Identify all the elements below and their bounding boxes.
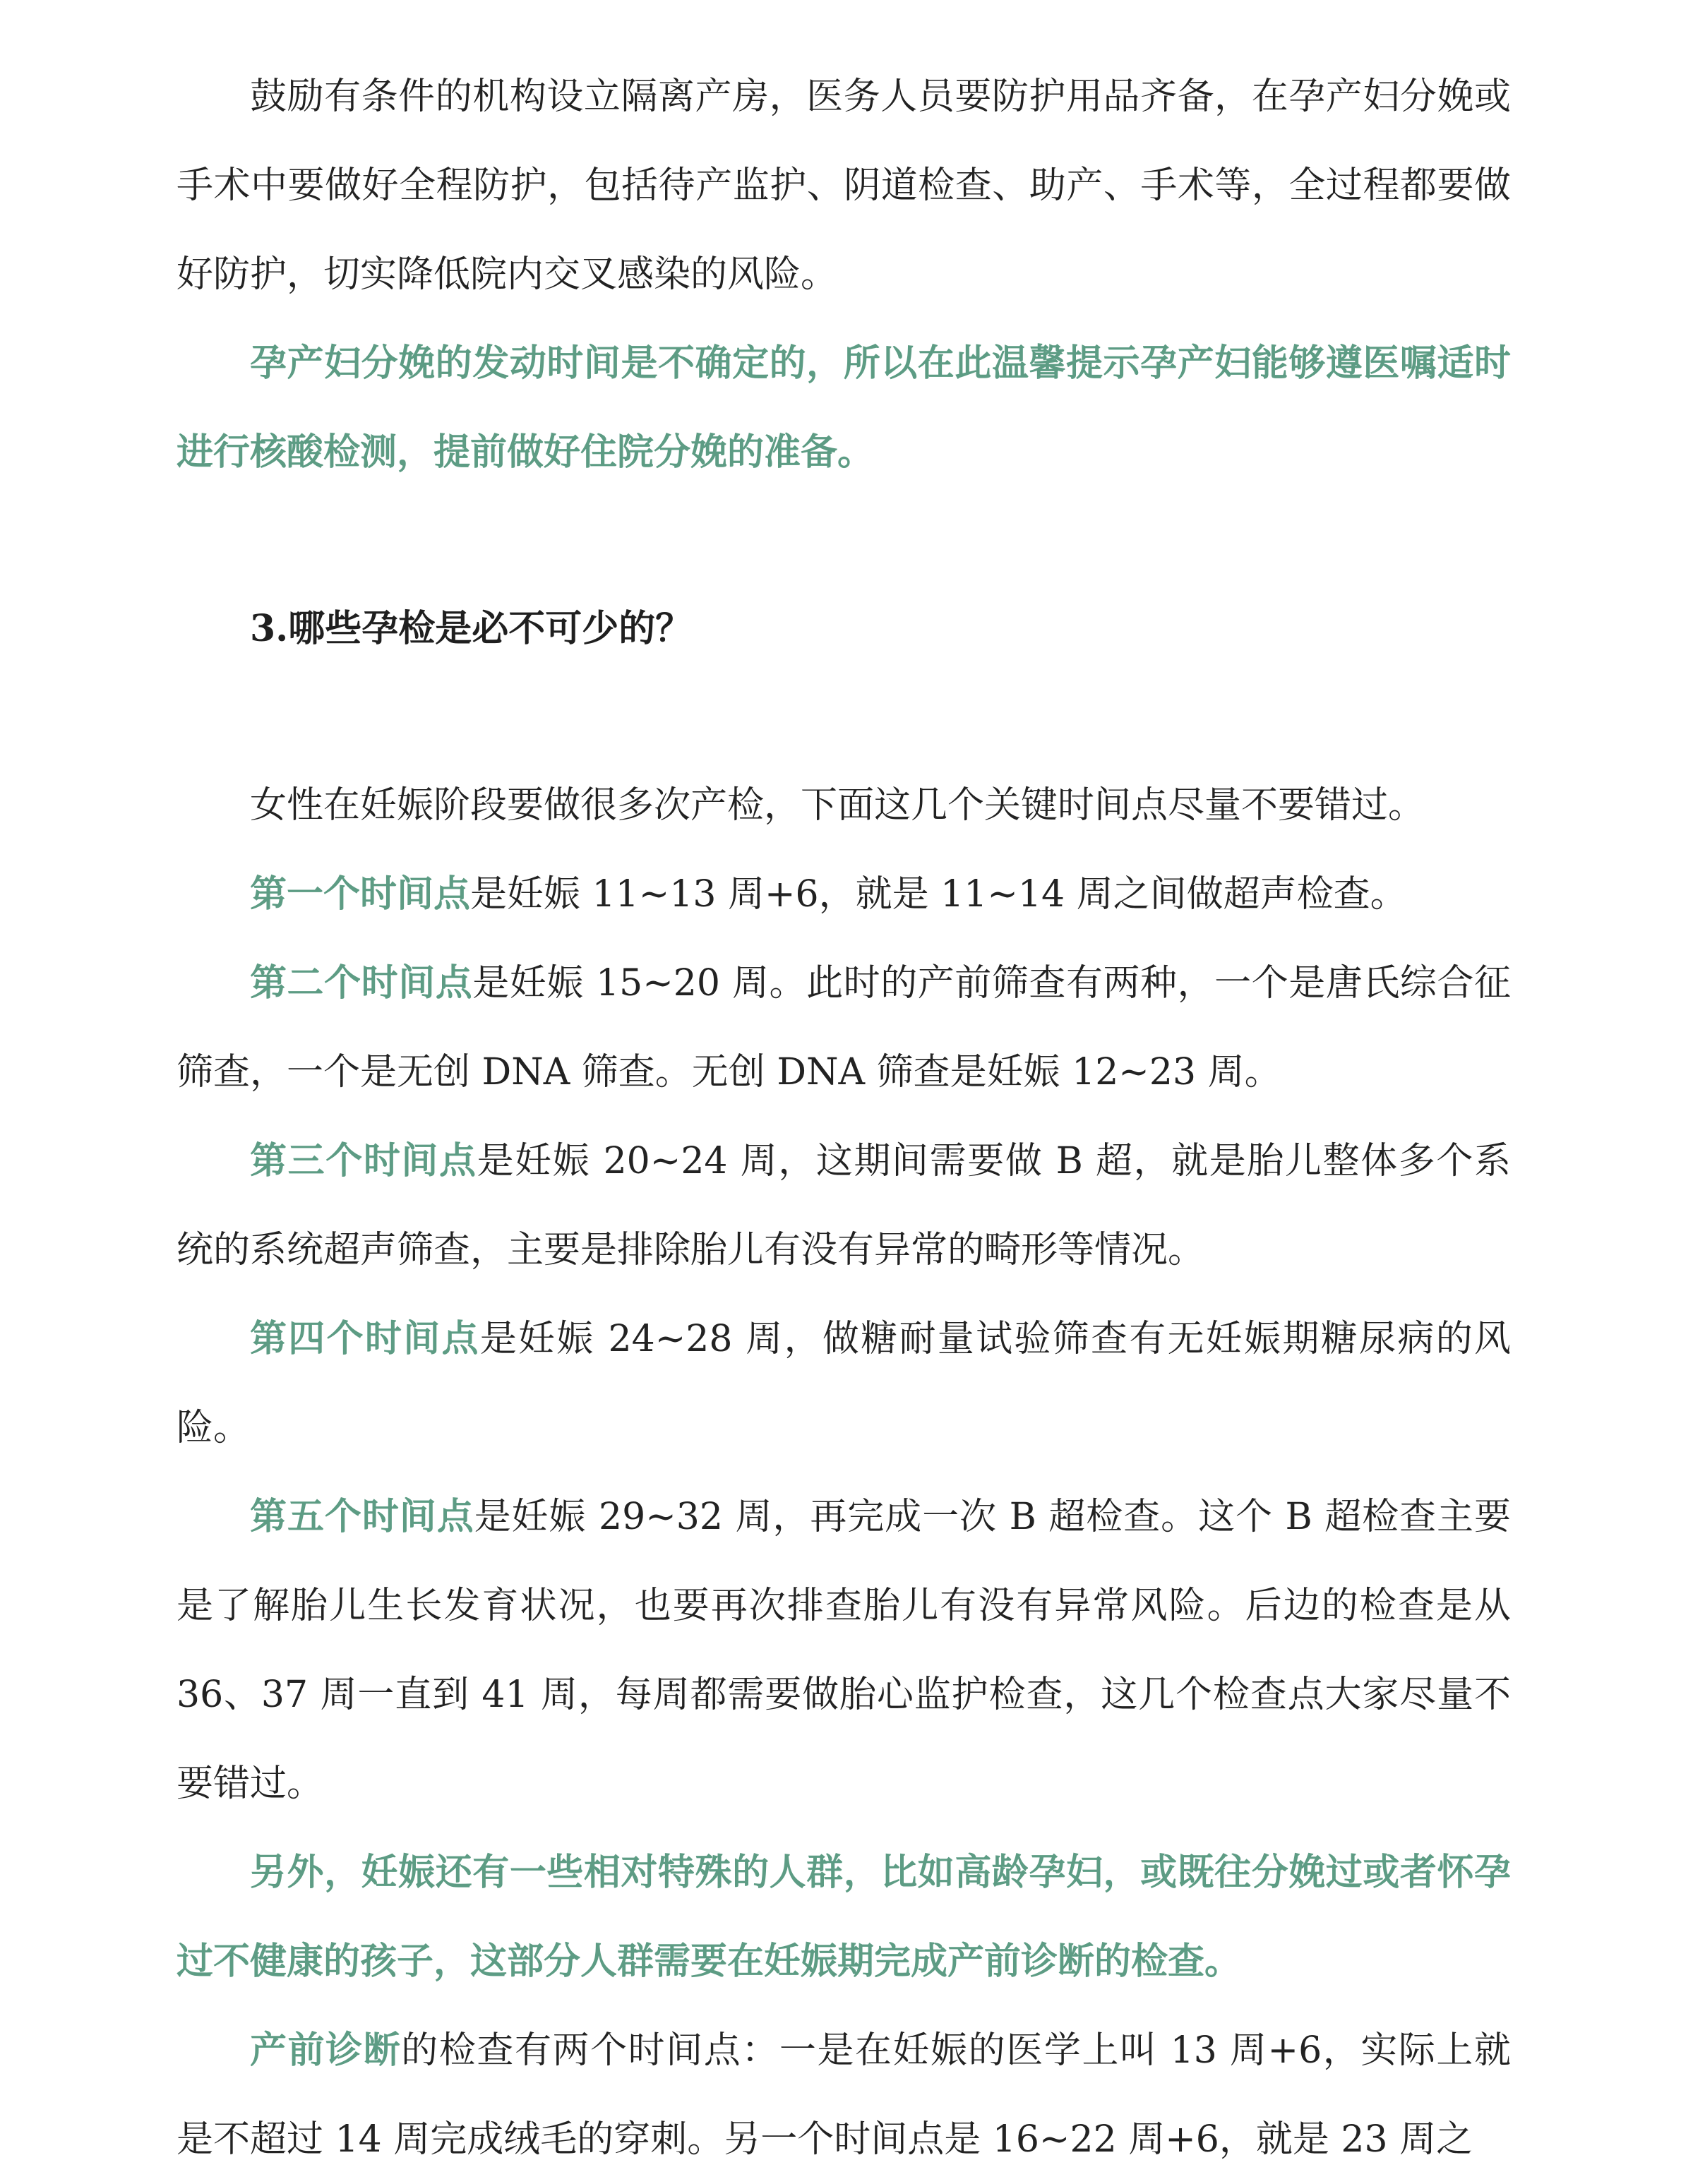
paragraph-highlight: 第四个时间点 — [250, 1317, 480, 1360]
paragraph-highlight: 第一个时间点 — [250, 872, 471, 916]
paragraph-highlight: 第五个时间点 — [250, 1495, 474, 1538]
paragraph-text: 是妊娠 24~28 周，做糖耐量试验筛查有无妊娠期糖尿病的风险。 — [177, 1318, 1511, 1449]
paragraph-text: 是妊娠 20~24 周，这期间需要做 B 超，就是胎儿整体多个系统的系统超声筛查，主要是排除胎儿有没有异常的畸形等情况。 — [177, 1140, 1511, 1271]
paragraph-text: 女性在妊娠阶段要做很多次产检，下面这几个关键时间点尽量不要错过。 — [250, 784, 1425, 827]
paragraph-highlight: 第二个时间点 — [250, 961, 473, 1004]
paragraph-text: 的检查有两个时间点：一是在妊娠的医学上叫 13 周+6，实际上就是不超过 14 周完成绒毛的穿刺。另一个时间点是 16~22 周+6，就是 23 周之 — [177, 2029, 1511, 2161]
paragraph-text: 是妊娠 29~32 周，再完成一次 B 超检查。这个 B 超检查主要是了解胎儿生长发育状况，也要再次排查胎儿有没有异常风险。后边的检查是从 36、37 周一直到 41 周，每周都需要做胎心监护检查，这几个检查点大家尽量不要错过。 — [177, 1496, 1511, 1805]
document-page — [177, 0, 1511, 2184]
paragraph-timepoint-5 — [177, 1472, 1511, 1828]
section-heading: 3.哪些孕检是必不可少的？ — [250, 607, 693, 650]
paragraph-highlight: 产前诊断 — [250, 2029, 402, 2072]
paragraph-timepoint-1 — [177, 850, 1511, 939]
paragraph-text: 鼓励有条件的机构设立隔离产房，医务人员要防护用品齐备，在孕产妇分娩或手术中要做好全程防护，包括待产监护、阴道检查、助产、手术等，全过程都要做好防护，切实降低院内交叉感染的风险。 — [177, 76, 1511, 296]
paragraph-text: 是妊娠 15~20 周。此时的产前筛查有两种，一个是唐氏综合征筛查，一个是无创 DNA 筛查。无创 DNA 筛查是妊娠 12~23 周。 — [177, 962, 1511, 1093]
paragraph-nucleic-acid-tip — [177, 319, 1511, 497]
paragraph-timepoint-4 — [177, 1295, 1511, 1472]
paragraph-highlight: 第三个时间点 — [250, 1139, 477, 1182]
paragraph-special-groups — [177, 1828, 1511, 2006]
paragraph-timepoint-3 — [177, 1117, 1511, 1295]
paragraph-text: 是妊娠 11~13 周+6，就是 11~14 周之间做超声检查。 — [470, 873, 1407, 916]
paragraph-highlight: 孕产妇分娩的发动时间是不确定的，所以在此温馨提示孕产妇能够遵医嘱适时进行核酸检测，提前做好住院分娩的准备。 — [177, 342, 1511, 474]
paragraph-highlight: 另外，妊娠还有一些相对特殊的人群，比如高龄孕妇，或既往分娩过或者怀孕过不健康的孩子，这部分人群需要在妊娠期完成产前诊断的检查。 — [177, 1851, 1511, 1983]
paragraph-prenatal-diagnosis — [177, 2006, 1511, 2184]
paragraph-intro — [177, 761, 1511, 850]
paragraph-timepoint-2 — [177, 939, 1511, 1117]
paragraph-isolation-delivery — [177, 52, 1511, 319]
